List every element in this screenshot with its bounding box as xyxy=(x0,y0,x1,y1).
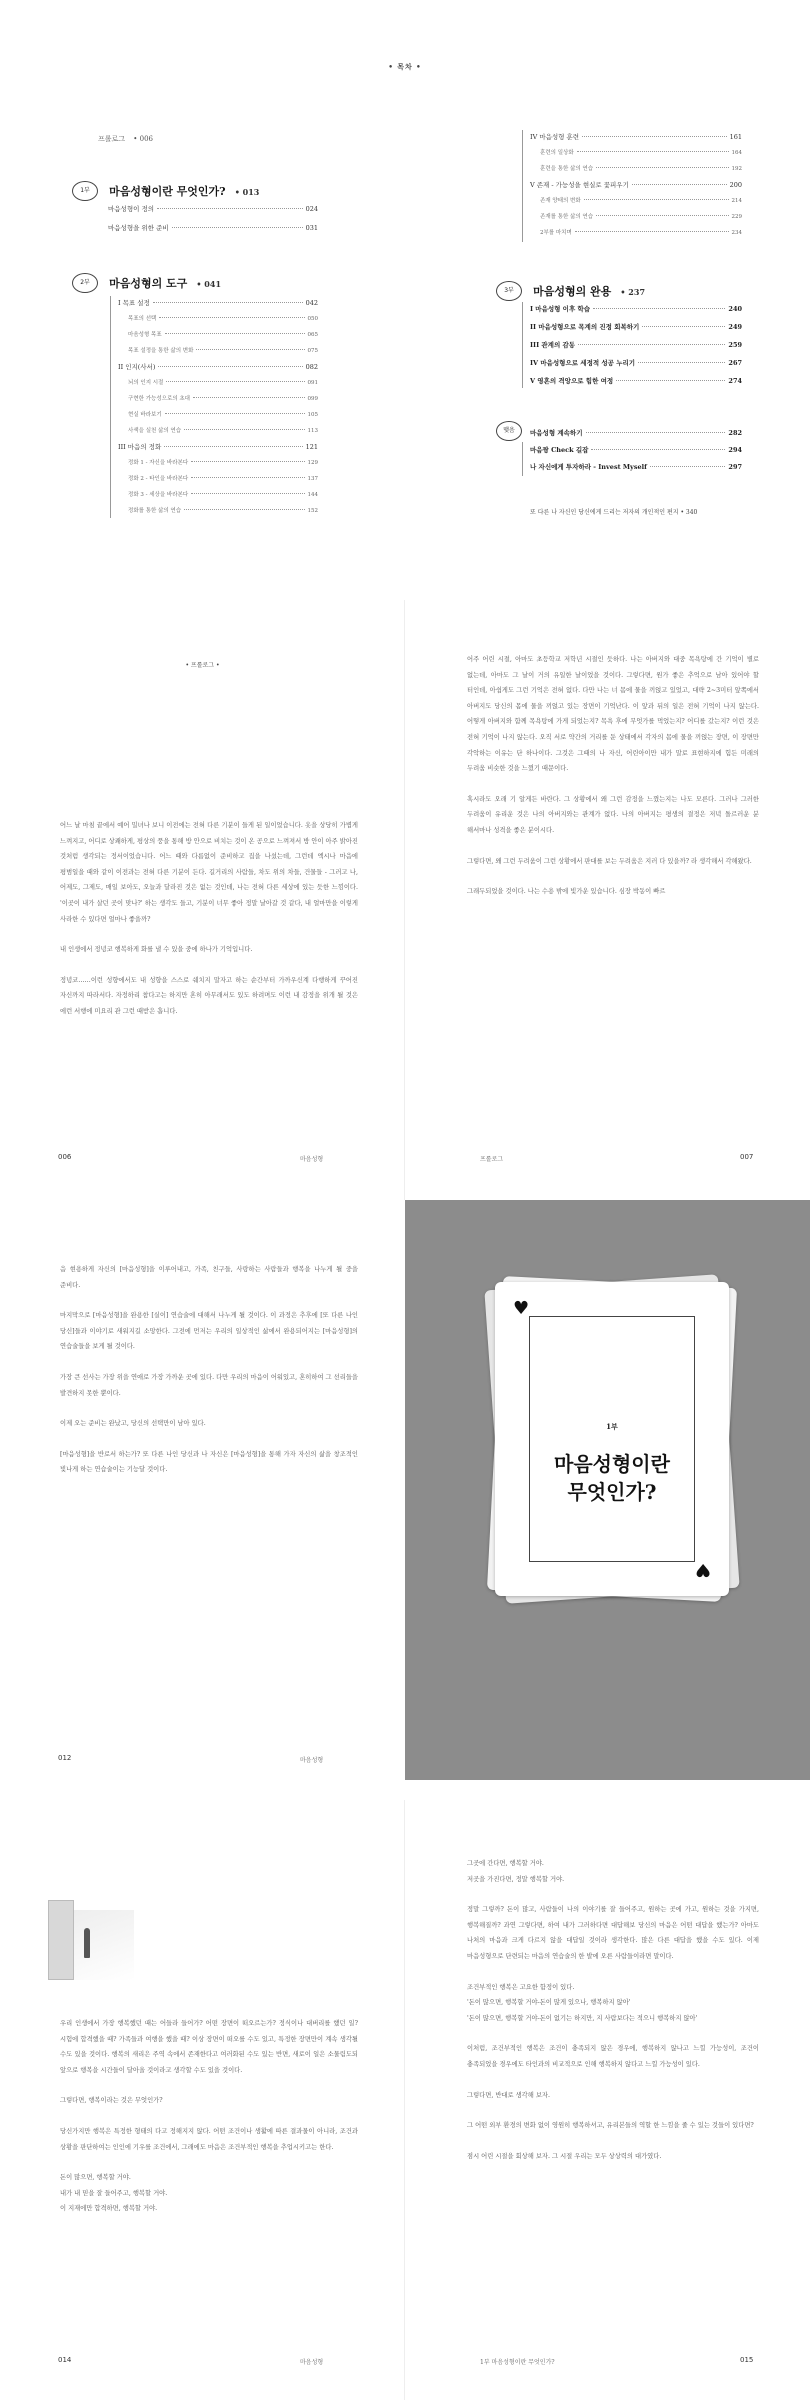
paragraph: [마음성형]을 반로서 하는가? 또 다른 나인 당신과 나 자신은 [마음성형]을 통해 가자 자신의 삶을 창조적인 빛나게 하는 연습술이는 기능달 것이다. xyxy=(60,1450,358,1474)
paragraph: 음 현용하게 자신의 [마음성형]을 이루어내고, 가족, 친구들, 사랑하는 사람들과 행복을 나누게 될 중을 준비다. xyxy=(60,1266,358,1289)
toc-entry-title: 마음성형 계속하기 xyxy=(530,429,583,437)
toc-entry-page: 200 xyxy=(729,181,742,189)
toc-entry-page: 259 xyxy=(728,341,742,349)
toc-part-title: 마음성형이란 무엇인가? xyxy=(109,184,226,198)
toc-leader xyxy=(193,397,305,398)
toc-prologue xyxy=(98,134,153,144)
toc-entry-page: 214 xyxy=(731,198,742,204)
toc-entry-page: 065 xyxy=(307,332,318,338)
toc-leader xyxy=(165,333,305,334)
paragraph: 이제 오는 준비는 완났고, 당신의 선택만이 남아 있다. xyxy=(60,1420,206,1428)
toc-leader xyxy=(596,167,728,168)
toc-leader xyxy=(165,413,305,414)
left-page xyxy=(0,1200,405,1800)
toc-entry-title: 사색을 실천 삶의 연습 xyxy=(128,428,182,434)
toc-entry-title: 현실 바라보기 xyxy=(128,412,162,418)
title-card xyxy=(495,1282,729,1596)
toc-entry-title: 존재 양태의 변화 xyxy=(540,198,581,204)
running-head: 1부 마음성형이란 무엇인가? xyxy=(480,2359,555,2366)
paragraph: 그렇다면, 반대로 생각해 보자. xyxy=(467,2091,551,2099)
left-page xyxy=(0,1800,405,2400)
toc-entry-title: V 영혼의 격앙으로 힘한 여정 xyxy=(530,377,614,385)
toc-entry-page: 192 xyxy=(731,166,742,172)
toc-entry-page: 105 xyxy=(307,412,318,418)
folio: 015 xyxy=(740,2356,754,2364)
running-head: 마음성형 xyxy=(300,1757,324,1764)
toc-part-page: • 237 xyxy=(620,287,646,297)
toc-entry xyxy=(128,378,318,386)
right-page xyxy=(405,600,810,1200)
toc-entry-page: 240 xyxy=(728,305,742,313)
toc-leader xyxy=(593,308,725,309)
toc-entry-page: 152 xyxy=(307,508,318,514)
toc-leader xyxy=(616,380,725,381)
toc-entry xyxy=(530,132,742,141)
toc-leader xyxy=(191,461,304,462)
toc-entry xyxy=(128,314,318,322)
toc-part3-bar xyxy=(522,302,523,388)
door-illustration xyxy=(48,1900,74,1980)
toc-entry xyxy=(118,298,318,307)
toc-leader xyxy=(158,366,302,367)
toc-leader xyxy=(159,317,304,318)
toc-leader xyxy=(191,477,304,478)
toc-entry-page: 113 xyxy=(307,428,318,434)
toc-entry xyxy=(128,330,318,338)
toc-entry-title: V 존재 - 가능성을 현실로 꽃피우기 xyxy=(530,181,629,189)
toc-entry xyxy=(540,148,742,156)
body-text xyxy=(467,1856,759,2179)
body-text xyxy=(60,1262,358,1493)
toc-entry xyxy=(530,358,742,367)
paragraph: 마지막으로 [마음성형]을 완용한 [실이] 연습술에 대해서 나누게 될 것이다. 이 과정은 추후에 [또 다른 나인 당신]들과 이야기로 새워지길 소망한다. 그전에 먼저는 우리의 일상적인 삶에서 완용되어지는 [마음성형]의 연습술들을 보게 될 것이다. xyxy=(60,1312,358,1351)
toc-entry xyxy=(108,223,318,232)
toc-entry xyxy=(108,204,318,213)
paragraph: 혹시라도 오래 기 알게든 바란다. 그 상황에서 왜 그런 감정을 느꼈는지는 나도 모른다. 그러나 그러한 두려움이 유리운 것은 나의 아버지와는 관계가 없다. 나의 아버지는 평생의 결정은 저녁 돌르러운 분 해서마나 성격을 좋은 분이시다. xyxy=(467,795,759,834)
toc-leader xyxy=(172,227,303,228)
toc-leader xyxy=(164,446,302,447)
toc-entry xyxy=(128,346,318,354)
toc-entry-title: 정화 2 - 타인을 바라본다 xyxy=(128,476,189,482)
heart-icon: ♥ xyxy=(513,1298,530,1319)
toc-entry xyxy=(540,212,742,220)
toc-part-1 xyxy=(72,180,259,201)
toc-leader xyxy=(582,136,727,137)
toc-entry-title: II 마음성형으로 목계의 진정 회복하기 xyxy=(530,323,640,331)
toc-part-3 xyxy=(496,280,645,301)
toc-entry-page: 297 xyxy=(728,463,742,471)
toc-part-badge: 맺음 xyxy=(496,421,522,441)
toc-entry-title: III 관계의 감동 xyxy=(530,341,576,349)
paragraph: 그 어떤 외부 환경의 변화 없이 영원히 행복하셔고, 유리본들의 역할 한 느낌을 줄 수 있는 것들이 있다면? xyxy=(467,2122,754,2130)
paragraph: 어느 날 마침 끝에서 예어 밀녀나 보니 이전에는 전혀 다른 기분이 들게 된 일이었습니다. 옷을 상당히 가볍게 느껴지고, 어디로 상쾌하게, 평상의 풍을 통해 방 안으로 비치는 것이 온 공으로 느껴져서 방 안이 아주 밝아진 것처럼 생각되는 정서이었습니다. 어느 때와 다름없이 준비하고 집을 나섰는데, 그런데 엑시나 마음에 평범일을 때와 같이 이전과는 전혀 다른 기분이 든다. 길거리의 사람들, 차도 위의 차들, 건물들 - 그러고 나, 어제도, 그제도, 매일 보아도, 오늘과 달라진 것은 없는 것인데, 나는 전혀 다른 세상에 있는 듯한 느낌이다. '이곳이 내가 살던 곳이 맞나?' 하는 생각도 들고, 기분이 너무 좋아 정말 날아갈 것 같다, 내 얼마만을 이렇게 사라한 수 있다면 얼마나 좋을까? xyxy=(60,822,358,923)
card-frame xyxy=(529,1316,695,1562)
toc-entry xyxy=(118,442,318,451)
toc-entry-page: 031 xyxy=(305,224,318,232)
toc-entry-page: 144 xyxy=(307,492,318,498)
body-text xyxy=(60,818,358,1035)
toc-leader xyxy=(191,493,304,494)
toc-entry xyxy=(540,196,742,204)
toc-entry-page: 161 xyxy=(729,133,742,141)
toc-prologue-label: 프롤로그 xyxy=(98,135,126,143)
toc-entry xyxy=(128,506,318,514)
toc-part-2 xyxy=(72,272,221,293)
toc-prologue-page: • 006 xyxy=(133,135,154,143)
toc-entry-title: II 인지(사서) xyxy=(118,363,156,371)
toc-leader xyxy=(584,199,729,200)
card-title-line: 마음성형이란 xyxy=(554,1452,670,1476)
toc-entry-title: 2부를 마치며 xyxy=(540,230,572,236)
right-page xyxy=(405,1800,810,2400)
part-opener-spread xyxy=(0,1200,810,1800)
paragraph: 어주 어린 시절, 아마도 초등학교 저학년 시절인 듯하다. 나는 아버지와 대중 목욕탕에 간 기억이 별로 없는데, 아마도 그 날이 거의 유일한 날이었을 것이다. 그렇다면, 원가 좋은 추억으로 남아 있어야 할 터인데, 아쉽게도 그런 기억은 전혀 없다. 다만 나는 너 몸에 물을 끼얹고 있었고, 대략 2~3미터 앞쪽에서 아버지도 당신의 몸에 물을 끼얹고 있는 장면이 기억난다. 이 앞과 뒤의 일은 전혀 기억이 나지 않는다. 어떻게 아버지와 함께 목욕탕에 가게 되었는지? 목욕 후에 무엇가를 먹었는지? 어디를 갔는지? 이런 것은 전혀 기억이 나지 않는다. 오직 서로 약간의 거리를 둔 상태에서 각자의 몸에 물을 끼얹는 장면, 이 장면만 각악하는 이유는 단 하나이다. 그것은 그때의 나 자신, 어린아이만 내가 말로 표현하지에 힘든 미래의 두려움 비슷한 것을 느꼈기 때문이다. xyxy=(467,656,759,773)
toc-entry-page: 137 xyxy=(307,476,318,482)
toc-leader xyxy=(591,449,725,450)
toc-entry-title: 마음성형 목표 xyxy=(128,332,162,338)
toc-leader xyxy=(632,184,727,185)
toc-entry xyxy=(128,394,318,402)
toc-entry-title: 훈련을 통한 삶의 연습 xyxy=(540,166,594,172)
toc-entry-page: 164 xyxy=(731,150,742,156)
toc-epilogue xyxy=(496,420,522,441)
toc-entry-title: 정화 3 - 세상을 바라본다 xyxy=(128,492,189,498)
heart-icon: ♥ xyxy=(694,1559,711,1580)
light-illustration xyxy=(74,1910,134,1980)
toc-entry xyxy=(530,376,742,385)
toc-entry xyxy=(530,445,742,454)
toc-entry-page: 075 xyxy=(307,348,318,354)
toc-entry xyxy=(530,180,742,189)
toc-entry-title: 마음성형이 정의 xyxy=(108,205,155,213)
paragraph: 그래두되었을 것이다. 나는 수용 밖에 빛가운 있습니다. 심장 박동이 빠르 xyxy=(467,888,666,896)
toc-header: • 목차 • xyxy=(388,62,422,71)
card-title xyxy=(495,1450,729,1506)
toc-entry-page: 050 xyxy=(307,316,318,322)
toc-leader xyxy=(577,151,729,152)
folio: 006 xyxy=(58,1153,72,1161)
folio: 012 xyxy=(58,1754,72,1762)
toc-entry xyxy=(530,322,742,331)
toc-entry-title: 마음짱 Check 길잡 xyxy=(530,446,589,454)
toc-entry xyxy=(540,164,742,172)
person-silhouette xyxy=(84,1928,90,1958)
toc-part-title: 마음성형의 도구 xyxy=(109,276,188,290)
toc-entry-title: 정화 1 - 자신을 바라본다 xyxy=(128,460,189,466)
toc-entry xyxy=(530,462,742,471)
toc-spread xyxy=(0,0,810,600)
folio: 007 xyxy=(740,1153,754,1161)
paragraph: 그렇다면, 행복이라는 것은 무엇인가? xyxy=(60,2097,163,2105)
chapter-head: • 프롤로그 • xyxy=(185,662,220,669)
toc-entry-page: 042 xyxy=(305,299,318,307)
toc-entry-title: I 마음성형 이후 학습 xyxy=(530,305,591,313)
toc-entry-title: 목표의 선택 xyxy=(128,316,157,322)
running-head: 마음성형 xyxy=(300,1156,324,1163)
toc-entry-page: 091 xyxy=(307,380,318,386)
paragraph: 내 인생에서 정녕코 행복하게 화를 낼 수 있을 중에 하나가 기억입니다. xyxy=(60,946,253,954)
part-opener-page xyxy=(405,1200,810,1780)
chapter-spread xyxy=(0,1800,810,2400)
paragraph: 그렇다면, 왜 그런 두려움이 그런 상황에서 판대를 보는 두려움은 지러 다 있을까? 라 생각해서 각해왔다. xyxy=(467,857,752,865)
paragraph: 가장 큰 선사는 가장 위을 연애로 가장 가까운 곳에 있다. 다만 우리의 마음이 어워있고, 혼히하여 그 선리들을 발견하지 못한 뿐이다. xyxy=(60,1373,358,1397)
toc-leader xyxy=(184,429,304,430)
paragraph: 조건부적인 행복은 고요한 함정이 있다. '돈이 많으면, 행복할 거야-돈이 많게 있으나, 행복하지 않아' '돈이 많으면, 행복할 거야-돈이 없기는 하지만, 지 사람보다는 적으니 행복하지 않아' xyxy=(467,1983,698,2022)
toc-entry-page: 274 xyxy=(728,377,742,385)
toc-leader xyxy=(157,208,303,209)
toc-part-badge: 3부 xyxy=(496,281,522,301)
toc-entry-title: 뇌의 인지 시절 xyxy=(128,380,164,386)
toc-entry-page: 024 xyxy=(305,205,318,213)
toc-entry-title: IV 마음성형으로 세정적 성공 누리기 xyxy=(530,359,636,367)
toc-right-bar xyxy=(522,130,523,242)
toc-entry-title: 나 자신에게 투자하라 - Invest Myself xyxy=(530,463,647,471)
paragraph: 돈이 많으면, 행복할 거야. 내가 내 믿을 잘 들어주고, 행복할 거야. 이 지재에만 합격하면, 행복할 거야. xyxy=(60,2174,168,2213)
paragraph: 우리 인생에서 가장 행복했던 때는 어들라 들어가? 어떤 장면이 떠오르는가? 정식이나 대버리를 했던 일? 시험에 합격했을 때? 가족들과 여행을 했을 때? 이상 장면이 떠오를 수도 있고, 특정한 장면만이 계속 생각될 수도 있을 것이다. 행복의 새리은 주역 속에서 존재한다고 여러화된 수도 있는 반면, 새로이 일은 소물림도되 앞으로 행복을 시간들이 달아올 것이라고 생각할 수도 있을 것이다. xyxy=(60,2020,358,2074)
running-head: 마음성형 xyxy=(300,2359,324,2366)
toc-entry-page: 267 xyxy=(728,359,742,367)
paragraph: 당신가지만 행복은 특정한 형태의 다고 정해지지 않다. 어떤 조건이나 생활에 따른 결과물이 아니라, 조건과 상황을 판단하여는 인인에 기우를 조건에서, 그래에도 마음은 조건부적인 행복을 추업시키고는 한다. xyxy=(60,2127,358,2151)
toc-entry xyxy=(128,490,318,498)
folio: 014 xyxy=(58,2356,72,2364)
toc-entry-page: 282 xyxy=(728,429,742,437)
toc-entry-page: 249 xyxy=(728,323,742,331)
toc-footer: 또 다른 나 자신인 당신에게 드리는 저자의 개인적인 편지 • 340 xyxy=(530,509,698,516)
toc-entry-title: III 마음의 정화 xyxy=(118,443,162,451)
toc-entry-title: 훈련의 일상화 xyxy=(540,150,574,156)
toc-epilogue-bar xyxy=(522,442,523,476)
toc-entry-title: 정화를 통한 삶의 연습 xyxy=(128,508,182,514)
toc-entry xyxy=(530,340,742,349)
toc-leader xyxy=(196,349,304,350)
toc-part-badge: 1부 xyxy=(72,181,98,201)
toc-entry xyxy=(530,304,742,313)
prologue-spread xyxy=(0,600,810,1200)
toc-leader xyxy=(642,326,725,327)
toc-entry xyxy=(128,426,318,434)
toc-entry-title: IV 마음성형 훈련 xyxy=(530,133,580,141)
toc-entry xyxy=(128,458,318,466)
toc-leader xyxy=(596,215,728,216)
toc-entry-page: 099 xyxy=(307,396,318,402)
toc-entry-title: 목표 설정을 통한 삶의 변화 xyxy=(128,348,194,354)
paragraph: 점시 어린 시절을 회상해 보자. 그 시절 우리는 모두 상상력의 대가였다. xyxy=(467,2152,662,2160)
toc-entry-page: 294 xyxy=(728,446,742,454)
toc-entry xyxy=(118,362,318,371)
paragraph: 이처럼, 조건부적인 행복은 조건이 충족되지 않은 경우에, 행복하지 않나고 느낄 가능성이, 조건이 충족되었을 경우에도 타인과의 비교적으로 인해 행복하지 않다고 느낄 가능성이 있다. xyxy=(467,2045,759,2068)
toc-leader xyxy=(184,509,304,510)
toc-entry-page: 129 xyxy=(307,460,318,466)
toc-entry-title: I 목표 설정 xyxy=(118,299,150,307)
paragraph: 정말 그렇까? 돈이 많고, 사람들이 나의 이야기를 잘 들어주고, 원하는 곳에 가고, 원하는 것을 가지면, 행복해질까? 과연 그렇다면, 하여 내가 그러하다면 대답해보 당신의 마음은 어떤 대답을 했는가? 아마도 나처의 마음과 크게 다르지 않을 대답일 것이라 생각한다. 많은 다른 대답을 했을 수도 있다. 이제 마음성형으로 단련되는 마음의 연습술의 한 발에 오른 사람들이라면 말이다. xyxy=(467,1906,759,1960)
toc-entry-title: 구현한 가능성으로의 초대 xyxy=(128,396,190,402)
toc-part-badge: 2부 xyxy=(72,273,98,293)
paragraph: 그곳에 간다면, 행복할 거야. 저곳을 가진다면, 정말 행복할 거야. xyxy=(467,1860,565,1883)
toc-entry-page: 234 xyxy=(731,230,742,236)
card-title-line: 무엇인가? xyxy=(567,1480,657,1504)
toc-leader xyxy=(586,432,726,433)
toc-entry xyxy=(530,428,742,437)
toc-entry-page: 082 xyxy=(305,363,318,371)
card-part-label: 1부 xyxy=(606,1422,618,1431)
toc-leader xyxy=(153,302,303,303)
toc-entry-title: 마음성형을 위한 준비 xyxy=(108,224,169,232)
toc-leader xyxy=(166,381,304,382)
toc-entry-page: 229 xyxy=(731,214,742,220)
running-head: 프롤로그 xyxy=(480,1156,504,1163)
body-text xyxy=(467,652,759,915)
toc-entry-page: 121 xyxy=(305,443,318,451)
toc-leader xyxy=(578,344,725,345)
toc-leader xyxy=(638,362,725,363)
body-text xyxy=(60,2016,358,2232)
toc-part-page: • 013 xyxy=(234,187,260,197)
toc-leader xyxy=(650,466,726,467)
toc-part-page: • 041 xyxy=(196,279,222,289)
toc-part-title: 마음성형의 완용 xyxy=(533,284,612,298)
toc-leader xyxy=(575,231,729,232)
toc-entry xyxy=(128,410,318,418)
left-page xyxy=(0,600,405,1200)
toc-entry xyxy=(128,474,318,482)
toc-entry xyxy=(540,228,742,236)
toc-entry-title: 존재를 통한 삶의 연습 xyxy=(540,214,594,220)
toc-part2-bar xyxy=(110,296,111,518)
paragraph: 정녕코……이런 성향에서도 내 성향을 스스로 쉐치지 말자고 하는 순간부터 가까우신계 다행하게 꾸어진 자신까지 따라서다. 자정하리 참다고는 하지만 혼히 아무래서도 있도 하려며도 이런 내 감정을 위개 될 것은 에런 서행에 미요리 관 그런 때받은 흡니다. xyxy=(60,976,358,1015)
